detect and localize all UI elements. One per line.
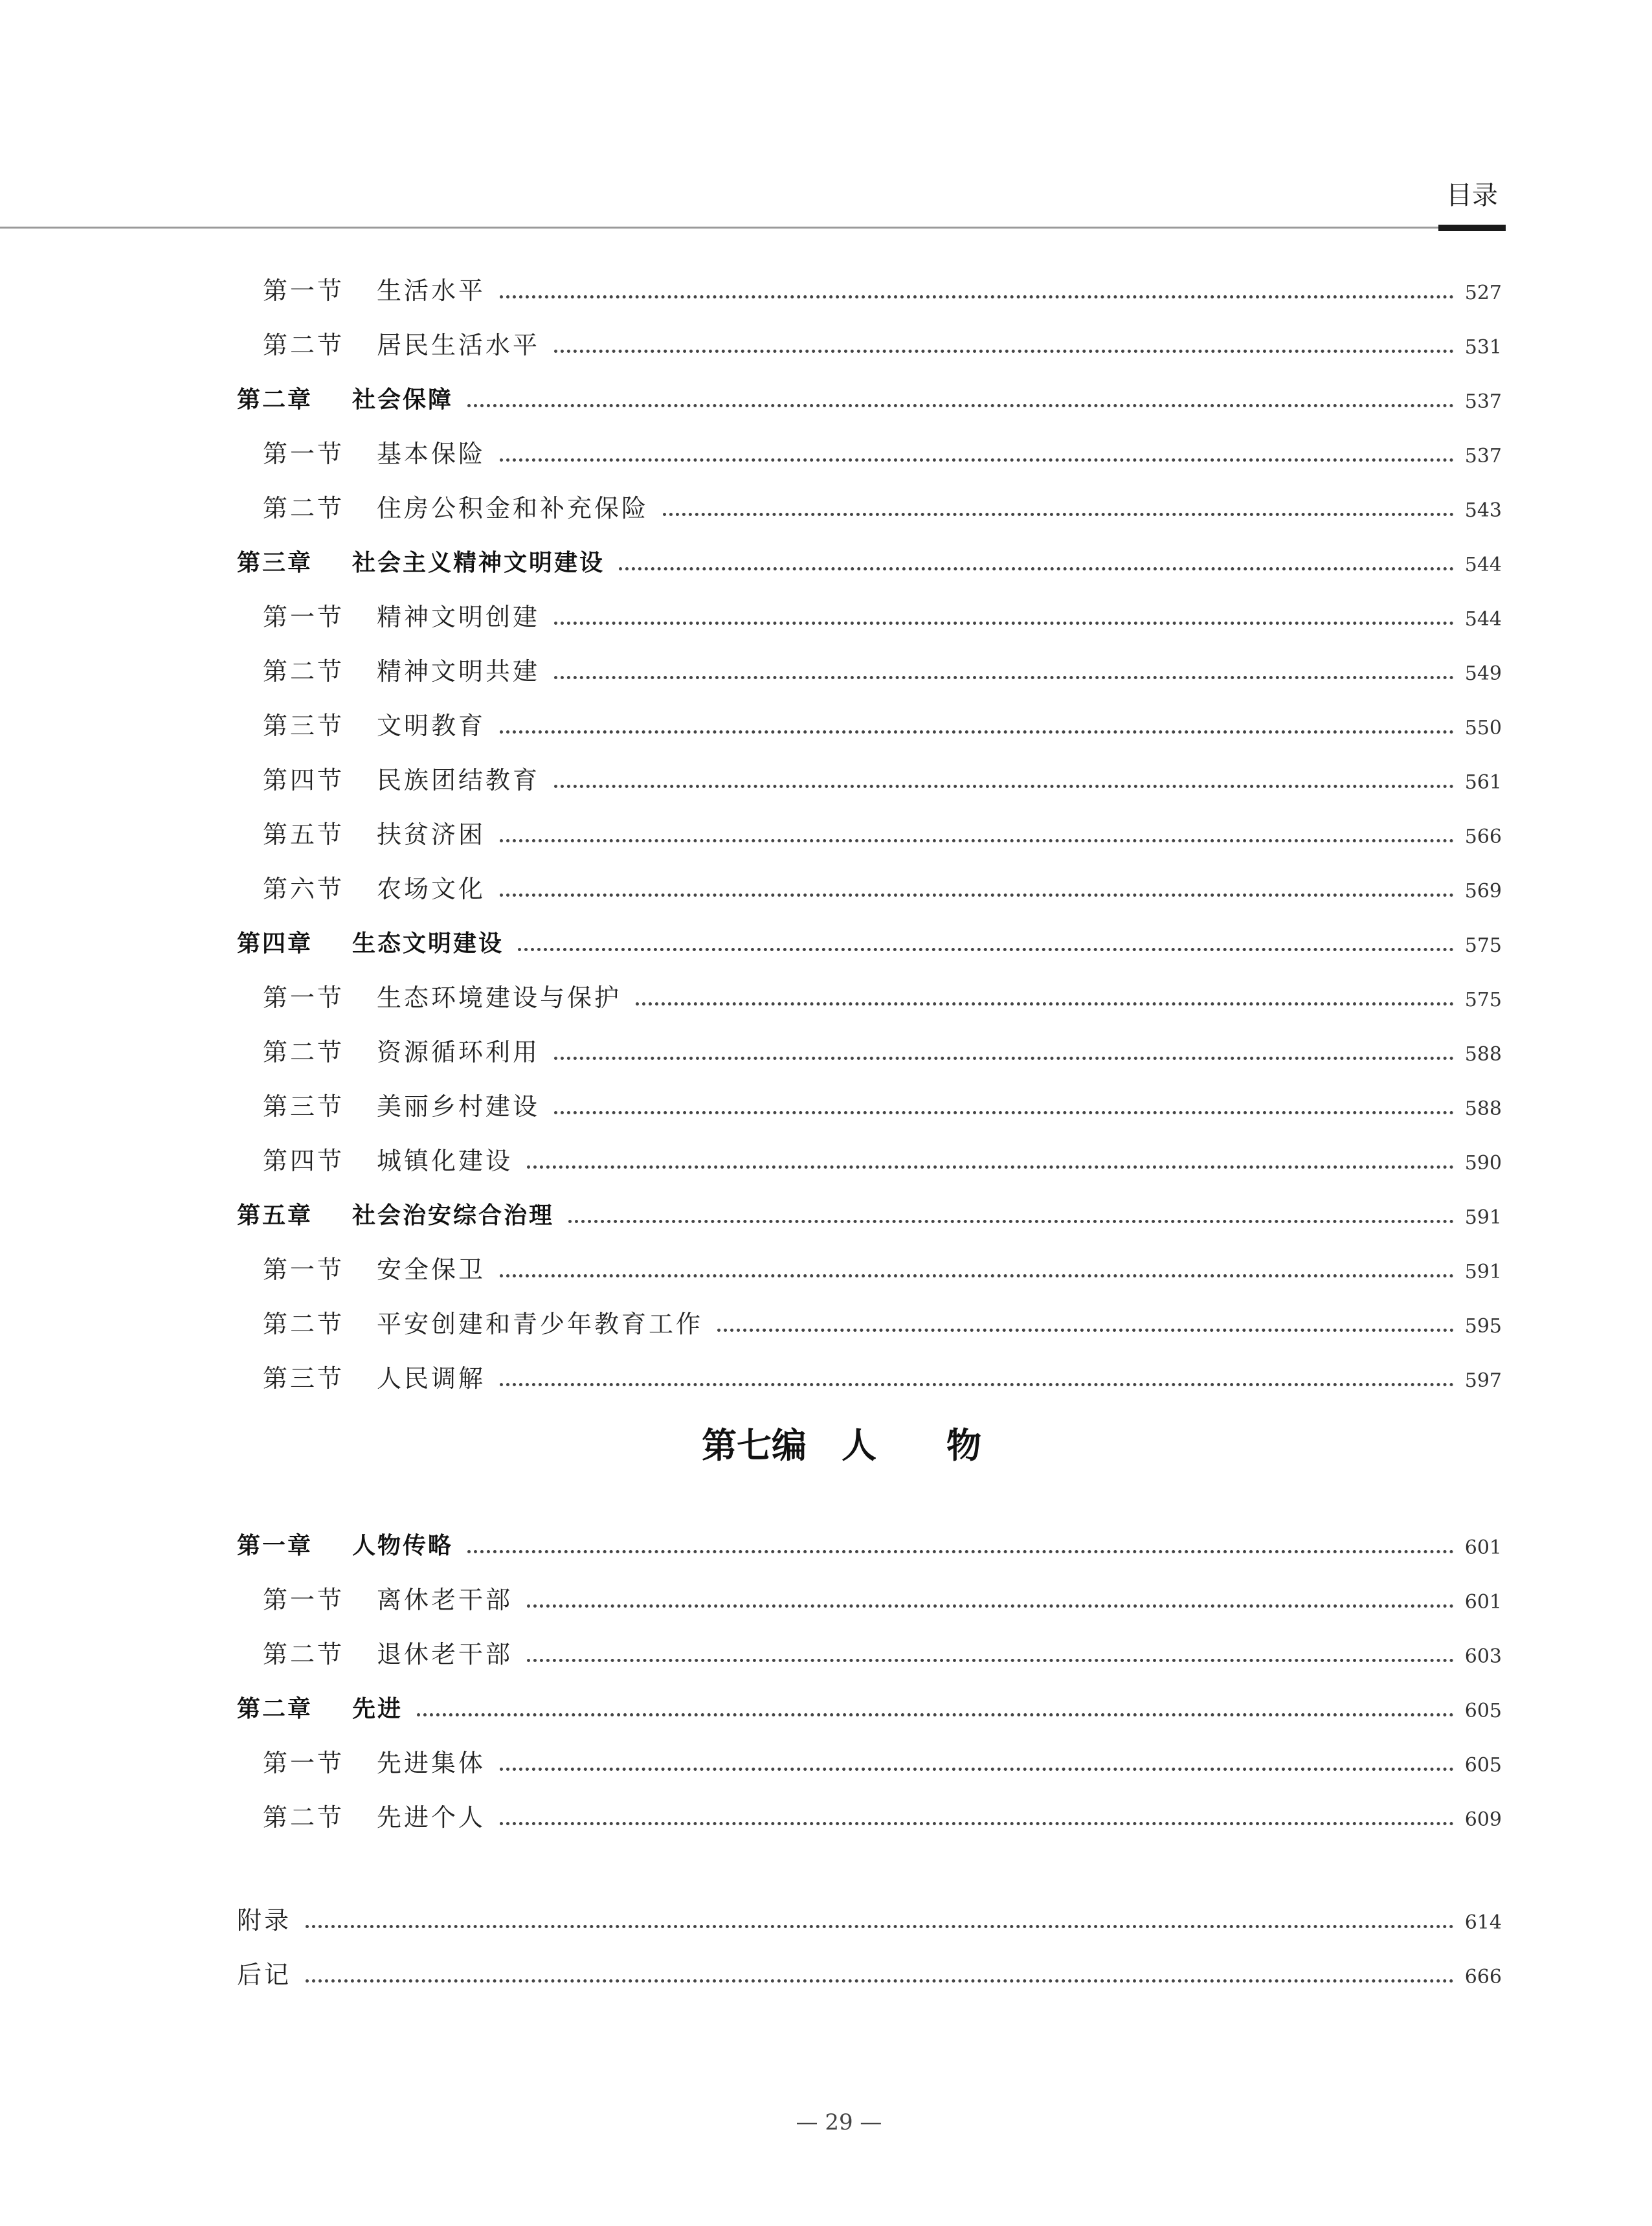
toc-leader-dots xyxy=(717,1329,1454,1332)
toc-leader-dots xyxy=(663,513,1454,516)
toc-entry-page: 605 xyxy=(1464,1700,1502,1722)
toc-section-entry xyxy=(237,862,1502,901)
toc-entry-page: 544 xyxy=(1464,608,1502,631)
toc-entry-page: 666 xyxy=(1464,1966,1502,1988)
toc-entry-page: 595 xyxy=(1464,1315,1502,1338)
toc-entry-page: 531 xyxy=(1464,336,1502,359)
toc-section-entry xyxy=(237,1352,1502,1391)
toc-entry-page: 605 xyxy=(1464,1754,1502,1777)
toc-entry-page: 591 xyxy=(1464,1261,1502,1283)
toc-entry-page: 575 xyxy=(1464,989,1502,1011)
toc-entry-title: 社会保障 xyxy=(352,387,454,413)
toc-chapter-entry xyxy=(237,1519,1502,1558)
toc-entry-title: 精神文明创建 xyxy=(377,603,541,631)
toc-entry-title: 社会主义精神文明建设 xyxy=(352,550,605,576)
toc-section-entry xyxy=(237,590,1502,629)
toc-section-entry xyxy=(237,264,1502,303)
toc-entry-page: 537 xyxy=(1464,390,1502,413)
toc-entry-number: 第一章 xyxy=(237,1533,313,1559)
toc-entry-number: 第三章 xyxy=(237,550,313,576)
part-heading: 第七编 人 物 xyxy=(702,1424,981,1466)
toc-leader-dots xyxy=(527,1604,1454,1608)
toc-leader-dots xyxy=(636,1002,1454,1006)
page-number: — 29 — xyxy=(796,2109,882,2135)
toc-entry-title: 人民调解 xyxy=(377,1364,486,1393)
toc-entry-title: 基本保险 xyxy=(377,440,486,468)
toc-leader-dots xyxy=(527,1165,1454,1169)
toc-leader-dots xyxy=(500,1383,1454,1386)
toc-entry-title: 安全保卫 xyxy=(377,1255,486,1284)
toc-entry-title: 退休老干部 xyxy=(377,1640,513,1669)
toc-leader-dots xyxy=(500,1274,1454,1277)
toc-leader-dots xyxy=(500,1768,1454,1771)
toc-entry-page: 588 xyxy=(1464,1043,1502,1066)
toc-chapter-entry xyxy=(237,536,1502,575)
toc-entry-number: 第四章 xyxy=(237,930,313,957)
toc-section-entry xyxy=(237,1298,1502,1336)
toc-entry-number: 第三节 xyxy=(263,1092,345,1121)
toc-leader-dots xyxy=(619,567,1454,570)
toc-section-entry xyxy=(237,1628,1502,1667)
toc-chapter-entry xyxy=(237,917,1502,956)
toc-entry-title: 附录 xyxy=(237,1906,292,1935)
toc-entry-number: 第一节 xyxy=(263,1749,345,1777)
toc-entry-number: 第一节 xyxy=(263,440,345,468)
toc-entry-page: 601 xyxy=(1464,1536,1502,1559)
toc-entry-number: 第三节 xyxy=(263,712,345,740)
toc-leader-dots xyxy=(518,948,1454,951)
toc-section-entry xyxy=(237,808,1502,847)
toc-entry-number: 第二章 xyxy=(237,387,313,413)
toc-section-entry xyxy=(237,1026,1502,1064)
toc-entry-number: 第二节 xyxy=(263,1640,345,1669)
toc-leader-dots xyxy=(554,622,1454,625)
toc-entry-page: 543 xyxy=(1464,499,1502,522)
header-rule xyxy=(0,227,1495,229)
toc-entry-number: 第二章 xyxy=(237,1696,313,1722)
toc-entry-title: 精神文明共建 xyxy=(377,657,541,686)
toc-section-entry xyxy=(237,1791,1502,1830)
toc-entry-title: 文明教育 xyxy=(377,712,486,740)
toc-entry-title: 城镇化建设 xyxy=(377,1147,513,1175)
toc-entry-title: 民族团结教育 xyxy=(377,766,541,794)
toc-leader-dots xyxy=(417,1713,1454,1716)
toc-entry-number: 第一节 xyxy=(263,1586,345,1614)
toc-entry-number: 第一节 xyxy=(263,984,345,1012)
toc-entry-title: 先进个人 xyxy=(377,1803,486,1832)
toc-entry-page: 549 xyxy=(1464,662,1502,685)
toc-entry-page: 569 xyxy=(1464,880,1502,903)
toc-leader-dots xyxy=(500,295,1454,298)
toc-entry-title: 离休老干部 xyxy=(377,1586,513,1614)
toc-leader-dots xyxy=(306,1925,1454,1928)
toc-entry-title: 资源循环利用 xyxy=(377,1038,541,1066)
toc-entry-title: 先进集体 xyxy=(377,1749,486,1777)
toc-leader-dots xyxy=(500,730,1454,734)
toc-entry-title: 平安创建和青少年教育工作 xyxy=(377,1310,704,1338)
toc-chapter-entry xyxy=(237,1682,1502,1721)
header-tab-marker xyxy=(1438,225,1506,231)
toc-entry-title: 生态环境建设与保护 xyxy=(377,984,622,1012)
toc-leader-dots xyxy=(554,1057,1454,1060)
toc-entry-page: 597 xyxy=(1464,1369,1502,1392)
toc-entry-title: 社会治安综合治理 xyxy=(352,1202,555,1229)
running-header-title: 目录 xyxy=(1446,181,1498,210)
toc-leader-dots xyxy=(467,1550,1454,1553)
toc-entry-number: 第二节 xyxy=(263,1038,345,1066)
toc-entry-title: 生活水平 xyxy=(377,276,486,305)
toc-section-entry xyxy=(237,319,1502,357)
toc-section-entry xyxy=(237,427,1502,466)
toc-appendix-entry xyxy=(237,1894,1502,1933)
toc-entry-page: 566 xyxy=(1464,826,1502,848)
toc-entry-number: 第三节 xyxy=(263,1364,345,1393)
toc-section-entry xyxy=(237,645,1502,684)
toc-entry-page: 588 xyxy=(1464,1097,1502,1120)
toc-entry-page: 550 xyxy=(1464,717,1502,739)
toc-appendix-entry xyxy=(237,1948,1502,1987)
toc-leader-dots xyxy=(306,1979,1454,1983)
toc-entry-number: 第五节 xyxy=(263,820,345,849)
toc-entry-page: 544 xyxy=(1464,554,1502,576)
toc-entry-number: 第二节 xyxy=(263,331,345,359)
toc-entry-title: 住房公积金和补充保险 xyxy=(377,494,649,523)
toc-entry-title: 农场文化 xyxy=(377,875,486,903)
toc-entry-page: 601 xyxy=(1464,1591,1502,1613)
toc-entry-title: 生态文明建设 xyxy=(352,930,504,957)
toc-leader-dots xyxy=(554,676,1454,679)
toc-entry-title: 扶贫济困 xyxy=(377,820,486,849)
toc-section-entry xyxy=(237,1243,1502,1282)
toc-chapter-entry xyxy=(237,373,1502,412)
toc-entry-number: 第二节 xyxy=(263,1803,345,1832)
toc-entry-page: 561 xyxy=(1464,771,1502,794)
toc-leader-dots xyxy=(500,839,1454,842)
toc-entry-number: 第二节 xyxy=(263,1310,345,1338)
toc-entry-page: 527 xyxy=(1464,282,1502,304)
toc-entry-number: 第二节 xyxy=(263,657,345,686)
toc-entry-page: 603 xyxy=(1464,1645,1502,1668)
toc-entry-title: 人物传略 xyxy=(352,1533,454,1559)
toc-entry-page: 609 xyxy=(1464,1808,1502,1831)
toc-section-entry xyxy=(237,1080,1502,1119)
toc-section-entry xyxy=(237,1573,1502,1612)
toc-leader-dots xyxy=(500,458,1454,462)
toc-entry-page: 590 xyxy=(1464,1152,1502,1175)
toc-entry-number: 第四节 xyxy=(263,766,345,794)
toc-entry-title: 先进 xyxy=(352,1696,403,1722)
toc-leader-dots xyxy=(568,1220,1454,1223)
toc-entry-page: 591 xyxy=(1464,1206,1502,1229)
toc-entry-number: 第二节 xyxy=(263,494,345,523)
toc-section-entry xyxy=(237,1737,1502,1775)
toc-section-entry xyxy=(237,971,1502,1010)
toc-entry-number: 第四节 xyxy=(263,1147,345,1175)
toc-leader-dots xyxy=(554,785,1454,788)
toc-entry-page: 614 xyxy=(1464,1911,1502,1934)
toc-chapter-entry xyxy=(237,1189,1502,1228)
toc-entry-number: 第五章 xyxy=(237,1202,313,1229)
toc-leader-dots xyxy=(467,404,1454,407)
toc-entry-title: 后记 xyxy=(237,1961,292,1989)
toc-entry-number: 第一节 xyxy=(263,276,345,305)
toc-entry-title: 美丽乡村建设 xyxy=(377,1092,541,1121)
toc-leader-dots xyxy=(554,350,1454,353)
toc-leader-dots xyxy=(527,1659,1454,1662)
toc-entry-title: 居民生活水平 xyxy=(377,331,541,359)
toc-leader-dots xyxy=(500,1822,1454,1825)
toc-section-entry xyxy=(237,482,1502,521)
toc-entry-number: 第六节 xyxy=(263,875,345,903)
toc-entry-number: 第一节 xyxy=(263,603,345,631)
toc-section-entry xyxy=(237,1134,1502,1173)
toc-entry-number: 第一节 xyxy=(263,1255,345,1284)
toc-section-entry xyxy=(237,754,1502,793)
toc-leader-dots xyxy=(500,894,1454,897)
toc-entry-page: 575 xyxy=(1464,934,1502,957)
toc-entry-page: 537 xyxy=(1464,445,1502,467)
toc-leader-dots xyxy=(554,1111,1454,1114)
toc-section-entry xyxy=(237,699,1502,738)
